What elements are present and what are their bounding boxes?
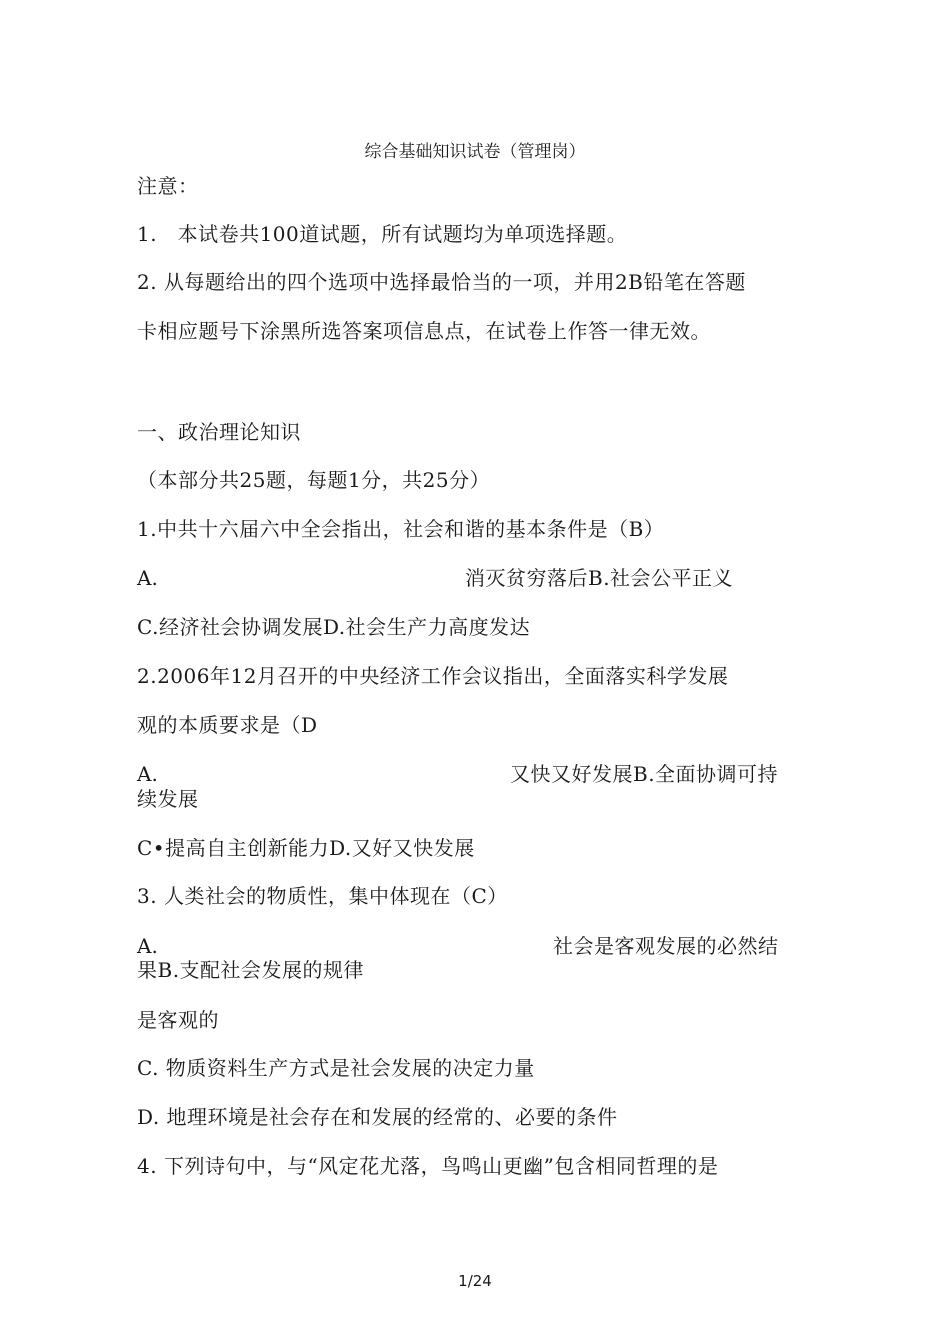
notice-item-1: 1. 本试卷共100道试题，所有试题均为单项选择题。 xyxy=(137,222,628,246)
question-1-option-a-label: A. xyxy=(137,566,158,590)
question-2-option-b-cont: 续发展 xyxy=(137,787,199,811)
question-3-option-a: 社会是客观发展的必然结 xyxy=(553,934,779,958)
question-3-option-c: C. 物质资料生产方式是社会发展的决定力量 xyxy=(137,1056,535,1080)
question-2-option-a-label: A. xyxy=(137,762,158,786)
page-number: 1/24 xyxy=(458,1272,492,1290)
question-3-stem: 3. 人类社会的物质性，集中体现在（C） xyxy=(137,884,508,908)
section-heading: 一、政治理论知识 xyxy=(137,420,301,444)
question-2-stem-cont: 观的本质要求是（D xyxy=(137,713,318,737)
question-3-option-ab-cont: 果B.支配社会发展的规律 xyxy=(137,958,365,982)
question-1-option-cd: C.经济社会协调发展D.社会生产力高度发达 xyxy=(137,615,531,639)
question-2-option-ab: 又快又好发展B.全面协调可持 xyxy=(510,762,779,786)
question-1-stem: 1.中共十六届六中全会指出，社会和谐的基本条件是（B） xyxy=(137,517,665,541)
question-1-option-ab: 消灭贫穷落后B.社会公平正义 xyxy=(465,566,734,590)
question-3-option-b-cont: 是客观的 xyxy=(137,1008,219,1032)
question-4-stem: 4. 下列诗句中，与“风定花尤落，鸟鸣山更幽”包含相同哲理的是 xyxy=(137,1154,719,1178)
section-subheading: （本部分共25题，每题1分，共25分） xyxy=(137,468,491,492)
question-2-stem: 2.2006年12月召开的中央经济工作会议指出，全面落实科学发展 xyxy=(137,664,729,688)
document-title: 综合基础知识试卷（管理岗） xyxy=(364,142,586,162)
question-3-option-a-label: A. xyxy=(137,934,158,958)
notice-heading: 注意： xyxy=(137,174,199,198)
notice-item-2: 2. 从每题给出的四个选项中选择最恰当的一项，并用2B铅笔在答题 xyxy=(137,270,746,294)
question-3-option-d: D. 地理环境是社会存在和发展的经常的、必要的条件 xyxy=(137,1105,618,1129)
notice-item-2-cont: 卡相应题号下涂黑所选答案项信息点，在试卷上作答一律无效。 xyxy=(137,319,711,343)
question-2-option-cd: C•提高自主创新能力D.又好又快发展 xyxy=(137,836,475,860)
